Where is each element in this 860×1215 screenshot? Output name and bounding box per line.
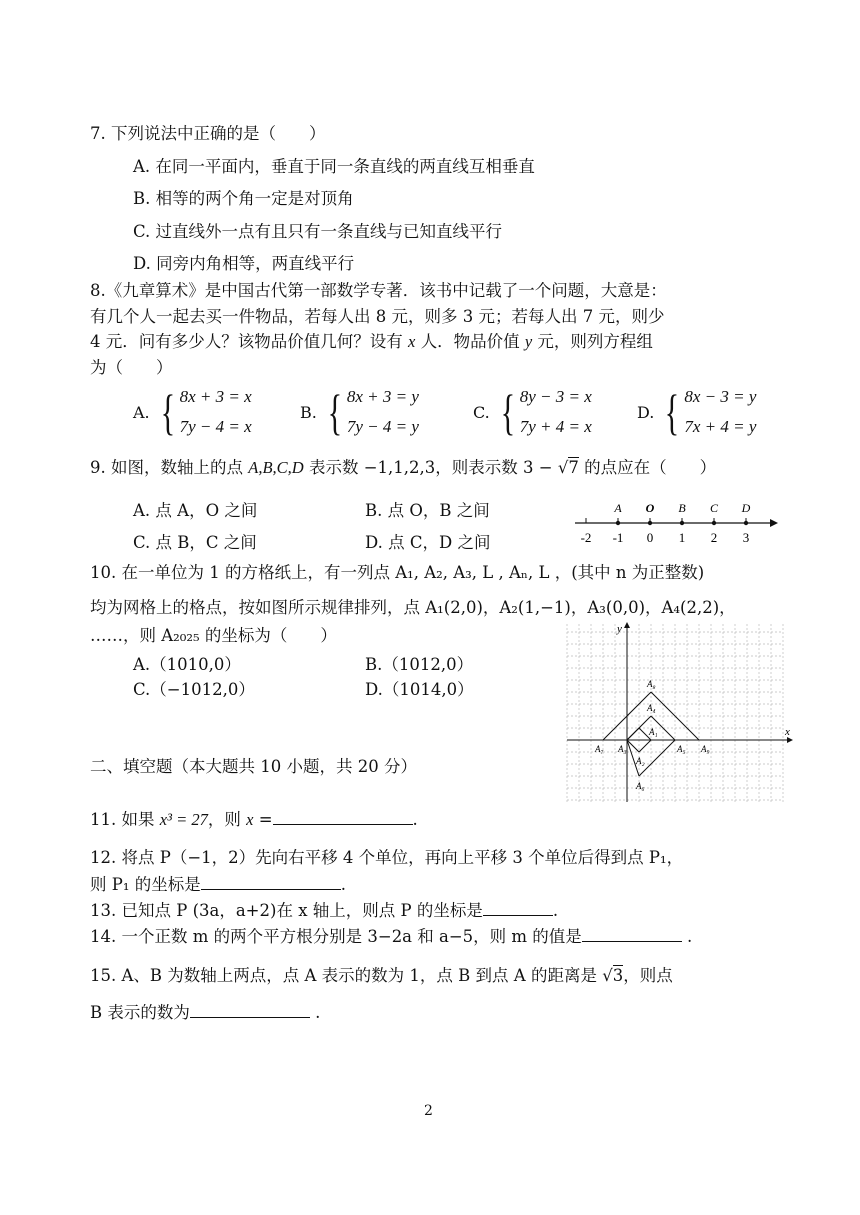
q9-stem: 9. 如图，数轴上的点 A,B,C,D 表示数 −1,1,2,3，则表示数 3 − √7 的点应在（ ） [90,458,717,477]
number-line-point-label: A [614,501,622,515]
equation: 8x + 3 = x [179,387,252,406]
q10-line3: ……，则 A₂₀₂₅ 的坐标为（ ） [90,626,337,645]
equation: 7y − 4 = x [179,417,252,436]
q11: 11. 如果 x³ = 27，则 x = . [90,810,418,829]
number-line-tick-label: 3 [742,530,750,545]
q10-option-a[interactable]: A.（1010,0） [133,655,241,674]
answer-blank[interactable] [190,1001,310,1018]
q7-stem: 7. 下列说法中正确的是（ ） [90,124,326,143]
pattern-segment [639,740,651,752]
option-label: A. [133,402,150,422]
page-number: 2 [424,1103,433,1119]
lattice-point-label: A₄ [647,703,656,713]
sqrt-icon: √ [557,458,569,477]
q9-option-d[interactable]: D. 点 C，D 之间 [365,533,491,552]
number-line-tick-label: 1 [678,530,686,545]
lattice-point-label: A₈ [647,679,656,689]
q8-line4: 为（ ） [90,358,173,377]
q7-option-d[interactable]: D. 同旁内角相等，两直线平行 [133,254,355,273]
q10-option-c[interactable]: C.（−1012,0） [133,680,255,699]
lattice-figure [565,620,795,805]
number-line-tick-label: -1 [612,530,624,545]
equation: 8y − 3 = x [519,387,592,406]
q10-line1: 10. 在一单位为 1 的方格纸上，有一列点 A₁, A₂, A₃, L , Aₙ, L ，(其中 n 为正整数) [90,563,705,582]
equation: 8x + 3 = y [346,387,419,406]
lattice-point-label: A₃ [618,744,627,754]
number-line-point-label: C [709,501,719,515]
number-line-point [712,521,716,525]
y-axis-arrow-icon [624,622,630,628]
q8-option-b[interactable] [300,382,419,442]
q9-option-a[interactable]: A. 点 A，O 之间 [133,501,258,520]
q8-line2: 有几个人一起去买一件物品，若每人出 8 元，则多 3 元；若每人出 7 元，则少 [90,307,665,326]
q15-line1: 15. A、B 为数轴上两点，点 A 表示的数为 1，点 B 到点 A 的距离是 √3，则点 [90,966,673,985]
q7-option-b[interactable]: B. 相等的两个角一定是对顶角 [133,189,354,208]
lattice-point-label: A₉ [701,744,710,754]
q13: 13. 已知点 P (3a，a+2)在 x 轴上，则点 P 的坐标是 . [90,901,559,920]
brace-icon: { [665,384,680,440]
lattice-point-label: A₇ [595,744,604,754]
number-line-point-label: D [741,501,751,515]
number-line-tick-label: 0 [646,530,654,545]
equation: 7y − 4 = y [346,417,419,436]
q10-option-b[interactable]: B.（1012,0） [365,655,474,674]
number-line-tick-label: -2 [580,530,592,545]
q15-line2: B 表示的数为 . [90,1003,321,1022]
q14: 14. 一个正数 m 的两个平方根分别是 3−2a 和 a−5，则 m 的值是 . [90,927,693,946]
q9-option-b[interactable]: B. 点 O，B 之间 [365,501,490,520]
brace-icon: { [327,384,343,440]
equation: 7x + 4 = y [684,417,757,436]
number-line-point [648,521,652,525]
sqrt-icon: √ [602,966,613,985]
number-line-point-label: O [645,501,655,515]
equation: 8x − 3 = y [684,387,757,406]
brace-icon: { [500,384,515,440]
pattern-segment [627,728,639,740]
q10-line2: 均为网格上的格点，按如图所示规律排列，点 A₁(2,0)，A₂(1,−1)，A₃(0,0)，A₄(2,2)， [90,598,736,617]
answer-blank[interactable] [273,808,413,825]
answer-blank[interactable] [201,873,341,890]
option-label: D. [637,402,655,422]
q8-option-c[interactable] [473,382,592,442]
section-title: 二、填空题（本大题共 10 小题，共 20 分） [90,757,417,776]
q8-line3: 4 元．问有多少人？该物品价值几何？设有 x 人．物品价值 y 元，则列方程组 [90,332,653,351]
answer-blank[interactable] [483,899,553,916]
q7-option-c[interactable]: C. 过直线外一点有且只有一条直线与已知直线平行 [133,222,503,241]
lattice-point-label: A₅ [677,744,686,754]
number-line-point [744,521,748,525]
grid-lines [567,624,783,802]
answer-blank[interactable] [582,925,682,942]
x-axis-label: x [785,726,790,738]
lattice-point-label: A₆ [636,781,645,791]
q8-option-a[interactable] [133,382,252,442]
axis-arrow-icon [770,519,778,527]
q8-line1: 8.《九章算术》是中国古代第一部数学专著．该书中记载了一个问题，大意是： [90,281,667,300]
q7-option-a[interactable]: A. 在同一平面内，垂直于同一条直线的两直线互相垂直 [133,157,535,176]
number-line-figure [570,495,780,550]
q12-line2: 则 P₁ 的坐标是 . [90,875,346,894]
q12-line1: 12. 将点 P（−1，2）先向右平移 4 个单位，再向上平移 3 个单位后得到点 P₁， [90,848,684,867]
y-axis-label: y [617,623,622,635]
number-line-point [616,521,620,525]
number-line-tick-label: 2 [710,530,718,545]
lattice-point-label: A₁ [649,727,658,737]
equation: 7y + 4 = x [519,417,592,436]
option-label: B. [300,402,317,422]
option-label: C. [473,402,490,422]
lattice-point-label: A₂ [636,756,645,766]
q9-option-c[interactable]: C. 点 B，C 之间 [133,533,257,552]
number-line-point-label: B [678,501,686,515]
number-line-point [680,521,684,525]
q8-option-d[interactable] [637,382,756,442]
q10-option-d[interactable]: D.（1014,0） [365,680,474,699]
brace-icon: { [160,384,175,440]
